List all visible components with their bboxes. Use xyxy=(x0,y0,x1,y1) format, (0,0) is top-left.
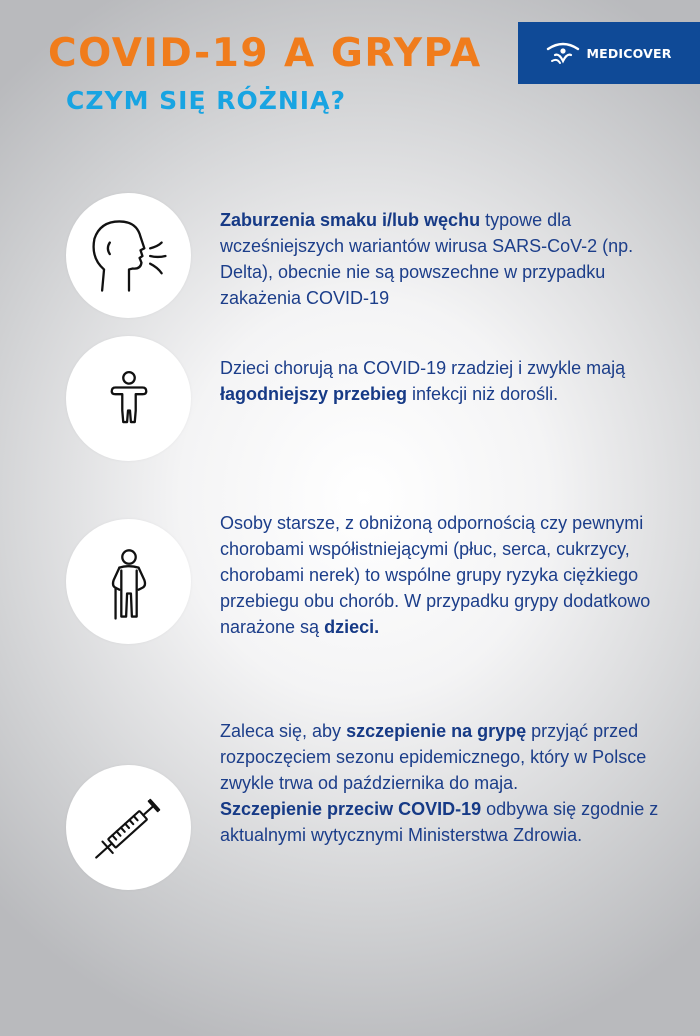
logo-text: MEDICOVER xyxy=(586,45,672,61)
syringe-icon-circle xyxy=(66,765,191,890)
face-breath-icon-circle xyxy=(66,193,191,318)
item-1-text: typowe dla wcześniejszych wariantów wirusa SARS-CoV-2 (np. Delta), obecnie nie są powszechne w przypadku zakażenia COVID-19 xyxy=(220,210,634,308)
item-2-bold: łagodniejszy przebieg xyxy=(220,384,408,404)
item-text-2 xyxy=(220,355,682,407)
page-title: COVID-19 A GRYPA xyxy=(48,31,482,76)
item-2-text-b: infekcji niż dorośli. xyxy=(407,384,559,404)
item-2-text-a: Dzieci chorują na COVID-19 rzadziej i zwykle mają xyxy=(220,358,626,378)
medicover-logo xyxy=(518,22,700,84)
child-figure-icon-circle xyxy=(66,336,191,461)
medicover-logo-icon xyxy=(546,41,580,65)
elderly-person-icon xyxy=(81,534,177,630)
item-4-bold-a: szczepienie na grypę xyxy=(346,721,527,741)
face-breath-icon xyxy=(81,208,177,304)
item-text-4 xyxy=(220,718,682,848)
page-subtitle: CZYM SIĘ RÓŻNIĄ? xyxy=(66,86,346,115)
item-1-bold: Zaburzenia smaku i/lub węchu xyxy=(220,210,481,230)
item-3-text: Osoby starsze, z obniżoną odpornością czy pewnymi chorobami współistniejącymi (płuc, serca, cukrzycy, chorobami nerek) to wspólne grupy ryzyka ciężkiego przebiegu obu chorób. W przypadku grypy dodatkowo narażone są xyxy=(220,513,651,637)
item-4-text-c: odbywa się zgodnie z aktualnymi wytycznymi Ministerstwa Zdrowia. xyxy=(220,799,659,845)
item-4-text-b: przyjąć przed rozpoczęciem sezonu epidemicznego, który w Polsce zwykle trwa od października do maja. xyxy=(220,721,647,793)
syringe-icon xyxy=(81,780,177,876)
child-figure-icon xyxy=(81,351,177,447)
item-text-1 xyxy=(220,207,682,311)
item-3-bold: dzieci. xyxy=(324,617,380,637)
item-4-bold-b: Szczepienie przeciw COVID-19 xyxy=(220,799,482,819)
elderly-person-icon-circle xyxy=(66,519,191,644)
item-4-text-a: Zaleca się, aby xyxy=(220,721,347,741)
item-text-3 xyxy=(220,510,682,640)
